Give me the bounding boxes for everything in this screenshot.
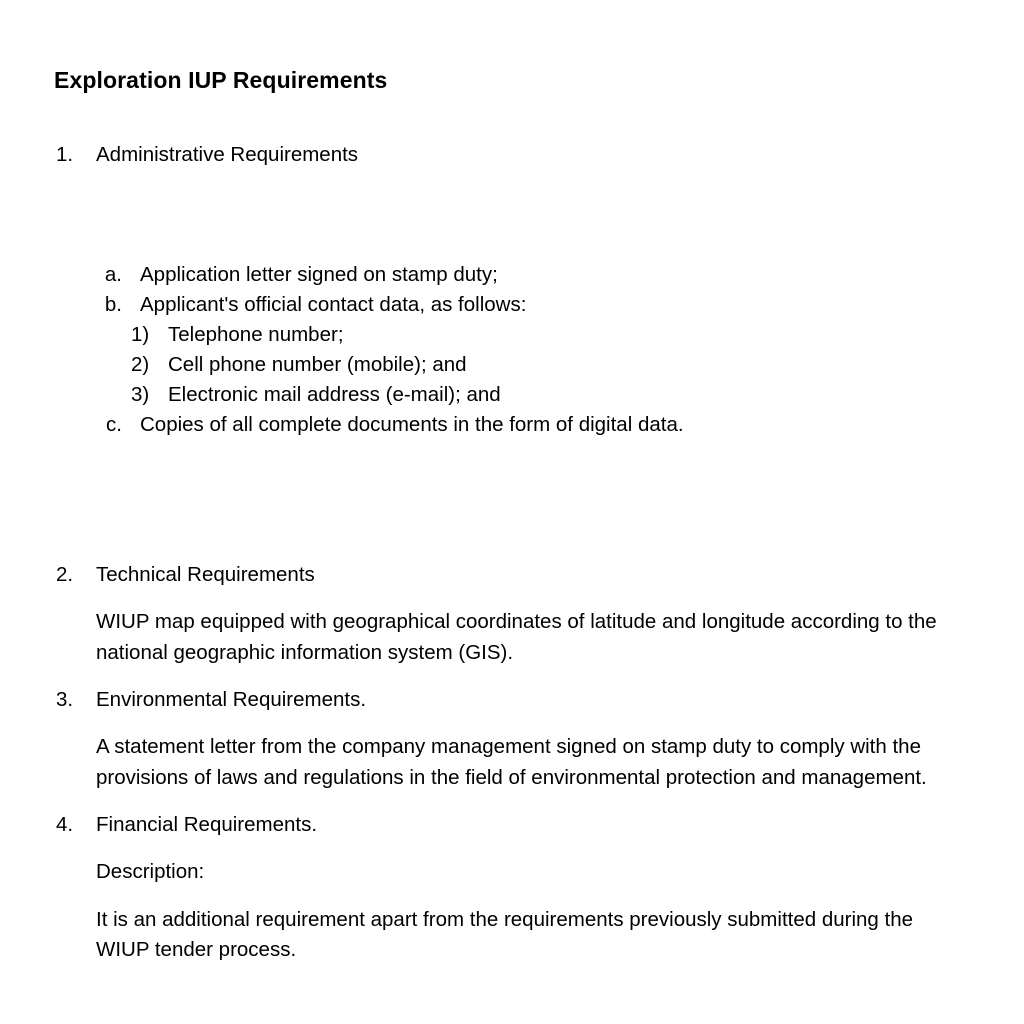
spacer — [0, 793, 1024, 810]
spacer — [0, 440, 1024, 530]
list-item-1b — [0, 290, 1024, 320]
section-4-paragraph: It is an additional requirement apart from the requirements previously submitted during the WIUP tender process. — [96, 907, 914, 961]
list-item-1b-sublist — [0, 320, 1024, 410]
section-1-sublist — [0, 260, 1024, 440]
section-4-description-label: Description: — [96, 860, 205, 883]
section-2-paragraph: WIUP map equipped with geographical coordinates of latitude and longitude according to the national geographic information system (GIS). — [96, 610, 937, 664]
page-title: Exploration IUP Requirements — [54, 67, 388, 94]
section-3-paragraph: A statement letter from the company management signed on stamp duty to comply with the provisions of laws and regulations in the field of environmental protection and management. — [96, 735, 927, 789]
list-item-section-4 — [0, 810, 1024, 840]
list-item-1b2 — [0, 350, 1024, 380]
list-item-1a-marker: a. — [104, 263, 122, 286]
spacer — [0, 715, 1024, 732]
spacer — [0, 590, 1024, 607]
list-item-1b1-label: Telephone number; — [168, 323, 344, 346]
section-3-heading: Environmental Requirements. — [96, 688, 367, 711]
list-item-section-1 — [0, 140, 1024, 170]
spacer — [0, 170, 1024, 260]
section-1-heading: Administrative Requirements — [96, 143, 359, 166]
list-item-1b3 — [0, 380, 1024, 410]
section-4-heading: Financial Requirements. — [96, 813, 318, 836]
list-item-1b3-label: Electronic mail address (e-mail); and — [168, 383, 501, 406]
list-item-1a-label: Application letter signed on stamp duty; — [140, 263, 498, 286]
list-item-1b2-label: Cell phone number (mobile); and — [168, 353, 467, 376]
section-3-marker: 3. — [56, 688, 74, 711]
spacer — [0, 888, 1024, 905]
list-item-1b3-marker: 3) — [131, 383, 150, 406]
list-item-1a — [0, 260, 1024, 290]
list-item-1b-marker: b. — [104, 293, 122, 316]
list-item-1c — [0, 410, 1024, 440]
spacer — [0, 668, 1024, 685]
list-item-1c-label: Copies of all complete documents in the form of digital data. — [140, 413, 684, 436]
section-4-marker: 4. — [56, 813, 74, 836]
section-1-marker: 1. — [56, 143, 74, 166]
list-item-1c-marker: c. — [106, 413, 122, 436]
list-item-section-2 — [0, 560, 1024, 590]
list-item-1b-label: Applicant's official contact data, as follows: — [140, 293, 527, 316]
spacer — [0, 530, 1024, 560]
list-item-1b1 — [0, 320, 1024, 350]
section-2-heading: Technical Requirements — [96, 563, 315, 586]
document-body — [0, 140, 1024, 966]
section-2-marker: 2. — [56, 563, 74, 586]
list-item-1b2-marker: 2) — [131, 353, 150, 376]
list-item-section-3 — [0, 685, 1024, 715]
spacer — [0, 840, 1024, 857]
list-item-1b1-marker: 1) — [131, 323, 150, 346]
